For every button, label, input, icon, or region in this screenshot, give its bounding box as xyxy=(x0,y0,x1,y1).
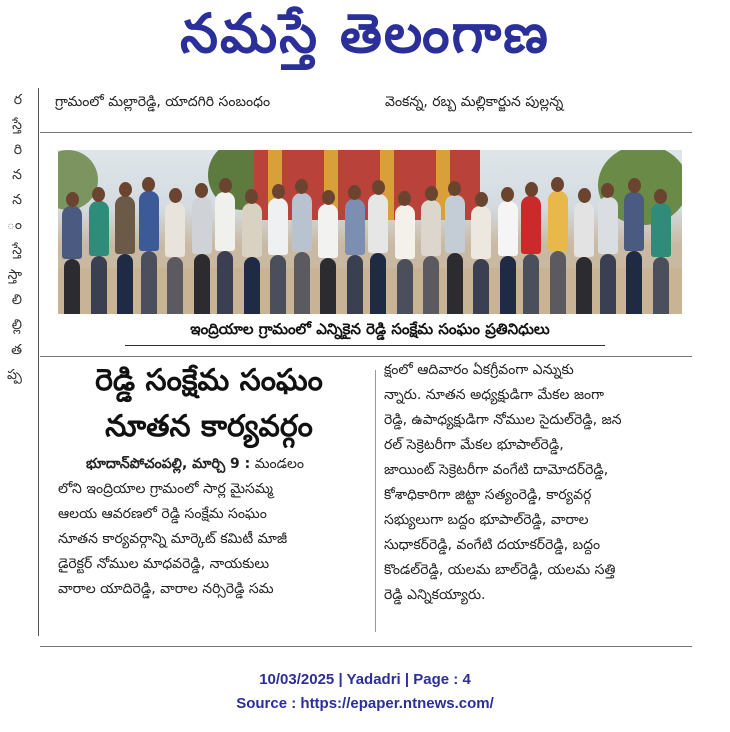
body-line: రెడ్డి, ఉపాధ్యక్షుడిగా నోముల సైదుల్‌రెడ్డి, జన xyxy=(384,412,622,428)
cut-off-text-left: గ్రామంలో మల్లారెడ్డి, యాదగిరి సంబంధం xyxy=(55,94,271,110)
page-footer xyxy=(0,668,730,716)
fragment-line: స్తా xyxy=(7,267,22,283)
column-divider xyxy=(375,370,376,632)
body-line: రెడ్డి ఎన్నికయ్యారు. xyxy=(384,587,486,603)
fragment-line: న xyxy=(12,167,22,183)
divider xyxy=(40,646,692,647)
fragment-line: ం xyxy=(6,217,22,233)
fragment-line: ప్ప xyxy=(6,367,22,383)
fragment-line: న xyxy=(12,192,22,208)
body-line: క్షంలో ఆదివారం ఏకగ్రీవంగా ఎన్నుకు xyxy=(384,362,574,378)
body-line: జాయింట్ సెక్రెటరీగా వంగేటి దామోదర్‌రెడ్డి, xyxy=(384,462,609,478)
body-line: వారాల యాదిరెడ్డి, వారాల నర్సిరెడ్డి సమ xyxy=(58,581,274,597)
body-line: రల్ సెక్రెటరీగా మేకల భూపాల్‌రెడ్డి, xyxy=(384,437,564,453)
dateline: భూదాన్‌పోచంపల్లి, మార్చి 9 : xyxy=(86,456,251,472)
fragment-line: త xyxy=(11,342,22,358)
fragment-line: ర xyxy=(13,92,22,108)
photo-caption: ఇంద్రియాల గ్రామంలో ఎన్నికైన రెడ్డి సంక్షేమ సంఘం ప్రతినిధులు xyxy=(190,320,550,338)
body-line: నూతన కార్యవర్గాన్ని మార్కెట్ కమిటీ మాజీ xyxy=(58,531,288,547)
body-line: మండలం xyxy=(254,456,304,472)
body-line: కొండల్‌రెడ్డి, యలమ బాల్‌రెడ్డి, యలమ సత్తి xyxy=(384,562,616,578)
divider xyxy=(40,132,692,133)
column-divider xyxy=(38,88,39,636)
fragment-line: లి xyxy=(11,292,22,308)
article-body-left-cont xyxy=(58,477,368,602)
body-line: కోశాధికారిగా జిట్టా సత్యంరెడ్డి, కార్యవర్గ xyxy=(384,487,592,503)
group-photo xyxy=(58,150,682,314)
divider xyxy=(40,356,692,357)
cut-off-text-right: వెంకన్న, రబ్బ మల్లికార్జున పుల్లన్న xyxy=(385,94,564,110)
body-line: లోని ఇంద్రియాల గ్రామంలో సార్ల మైసమ్మ xyxy=(58,481,273,497)
body-line: డైరెక్టర్ నోముల మాధవరెడ్డి, నాయకులు xyxy=(58,556,270,572)
source-link[interactable]: Source : https://epaper.ntnews.com/ xyxy=(236,695,494,712)
fragment-line: రి xyxy=(13,142,22,158)
adjacent-column-fragment xyxy=(0,88,22,650)
newspaper-masthead xyxy=(0,0,730,80)
body-line: న్నారు. నూతన అధ్యక్షుడిగా మేకల జంగా xyxy=(384,387,605,403)
newspaper-clipping xyxy=(0,88,730,650)
body-line: సభ్యులుగా బద్దం భూపాల్‌రెడ్డి, వారాల xyxy=(384,512,589,528)
article-body-right xyxy=(384,358,694,608)
headline-line: రెడ్డి సంక్షేమ సంఘం xyxy=(95,363,323,398)
masthead-title: నమస్తే తెలంగాణ xyxy=(180,1,550,65)
cut-off-text-line xyxy=(55,94,685,114)
article-body-left xyxy=(86,452,368,477)
body-line: సుధాకర్‌రెడ్డి, వంగేటి దయాకర్‌రెడ్డి, బద్దం xyxy=(384,537,601,553)
fragment-line: స్తే xyxy=(12,242,22,258)
fragment-line: స్తే xyxy=(12,117,22,133)
caption-underline xyxy=(125,345,605,346)
body-line: ఆలయ ఆవరణలో రెడ్డి సంక్షేమ సంఘం xyxy=(58,506,267,522)
headline-line: నూతన కార్యవర్గం xyxy=(105,409,313,444)
edition-info: 10/03/2025 | Yadadri | Page : 4 xyxy=(259,671,471,688)
article-headline xyxy=(58,358,360,450)
fragment-line: ల్లి xyxy=(11,317,22,333)
